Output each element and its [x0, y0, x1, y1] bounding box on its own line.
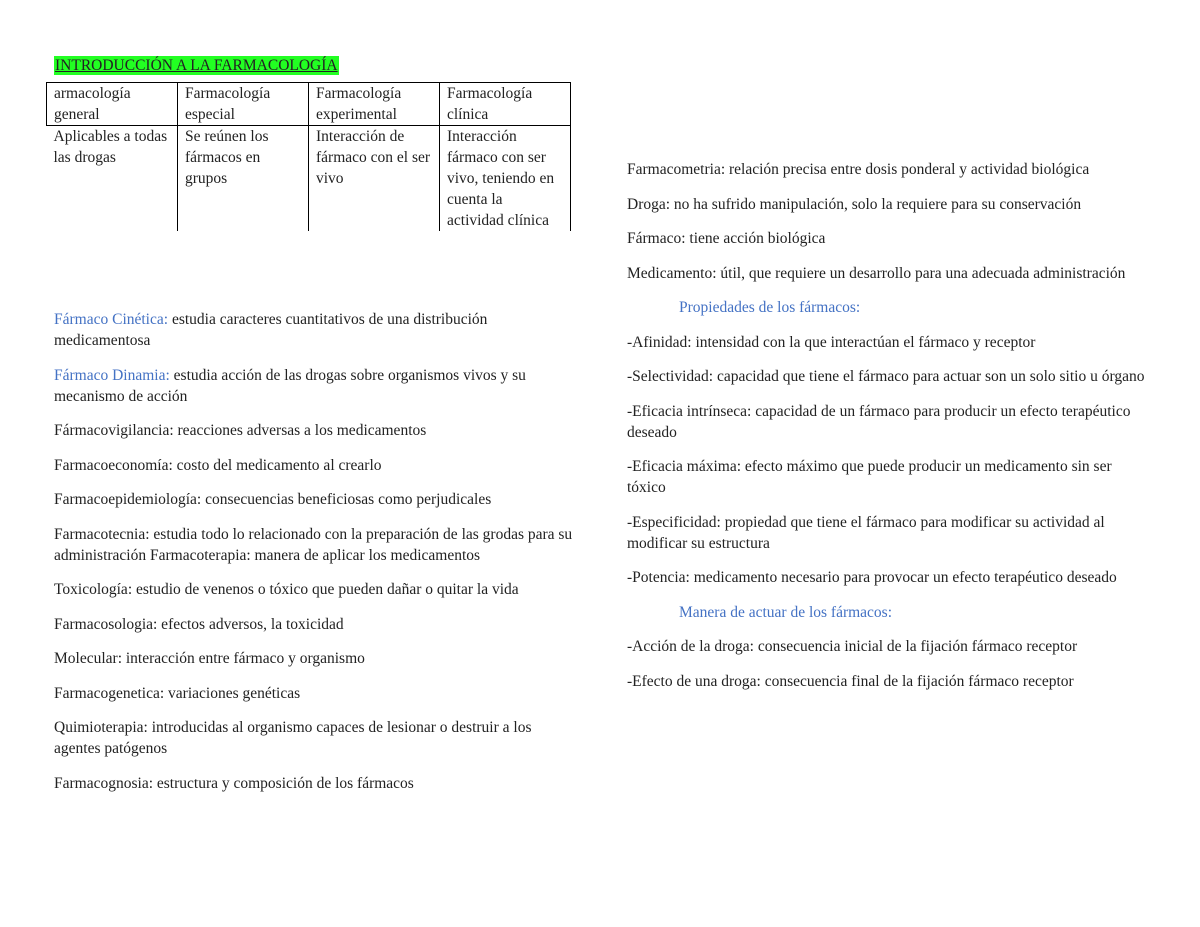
section-heading-actions: Manera de actuar de los fármacos: — [679, 603, 893, 621]
table-header-cell: Farmacología especial — [178, 83, 309, 126]
definition-paragraph: Molecular: interacción entre fármaco y organismo — [54, 650, 365, 667]
left-column-definitions — [54, 309, 574, 807]
definition-paragraph: Farmacosologia: efectos adversos, la toxicidad — [54, 615, 344, 633]
definition-paragraph: Fármacovigilancia: reacciones adversas a los medicamentos — [54, 422, 427, 439]
property-item: -Potencia: medicamento necesario para provocar un efecto terapéutico deseado — [627, 569, 1117, 586]
definition-text: estudia acción de las drogas sobre organismos vivos y su mecanismo de acción — [54, 366, 526, 405]
definition-paragraph: Fármaco: tiene acción biológica — [627, 230, 826, 247]
definition-text: estudia caracteres cuantitativos de una distribución medicamentosa — [54, 311, 488, 349]
right-column-definitions — [627, 159, 1147, 705]
table-row — [47, 126, 571, 232]
action-item: -Acción de la droga: consecuencia inicial de la fijación fármaco receptor — [627, 638, 1078, 655]
property-item: -Selectividad: capacidad que tiene el fármaco para actuar son un solo sitio u órgano — [627, 368, 1145, 385]
table-header-cell: armacología general — [47, 83, 178, 126]
table-cell: Interacción de fármaco con el ser vivo — [309, 126, 440, 232]
definition-paragraph: Farmacometria: relación precisa entre dosis ponderal y actividad biológica — [627, 161, 1090, 178]
table-cell: Interacción fármaco con ser vivo, teniendo en cuenta la actividad clínica — [440, 126, 571, 232]
property-item: -Eficacia intrínseca: capacidad de un fármaco para producir un efecto terapéutico deseado — [627, 402, 1131, 441]
table-cell: Aplicables a todas las drogas — [47, 126, 178, 232]
definition-paragraph: Farmacotecnia: estudia todo lo relacionado con la preparación de las grodas para su administración Farmacoterapia: manera de aplicar los medicamentos — [54, 525, 573, 564]
table-header-cell: Farmacología clínica — [440, 83, 571, 126]
term-label: Fármaco Dinamia: — [54, 366, 170, 384]
section-heading-properties: Propiedades de los fármacos: — [679, 299, 861, 316]
definition-paragraph: Farmacoepidemiología: consecuencias beneficiosas como perjudicales — [54, 491, 492, 508]
document-title: INTRODUCCIÓN A LA FARMACOLOGÍA — [55, 57, 338, 74]
property-item: -Eficacia máxima: efecto máximo que puede producir un medicamento sin ser tóxico — [627, 458, 1112, 496]
definition-paragraph: Droga: no ha sufrido manipulación, solo la requiere para su conservación — [627, 195, 1082, 213]
table-header-row — [47, 83, 571, 126]
definition-paragraph: Farmacogenetica: variaciones genéticas — [54, 684, 301, 702]
definition-farmacocinetica — [54, 309, 574, 351]
property-item: -Especificidad: propiedad que tiene el fármaco para modificar su actividad al modificar su estructura — [627, 513, 1105, 552]
table-header-cell: Farmacología experimental — [309, 83, 440, 126]
table-cell: Se reúnen los fármacos en grupos — [178, 126, 309, 232]
pharmacology-branches-table — [46, 82, 571, 231]
definition-farmacodinamia — [54, 365, 574, 407]
property-item: -Afinidad: intensidad con la que interactúan el fármaco y receptor — [627, 333, 1036, 351]
definition-paragraph: Medicamento: útil, que requiere un desarrollo para una adecuada administración — [627, 264, 1126, 282]
definition-paragraph: Farmacognosia: estructura y composición de los fármacos — [54, 774, 414, 792]
definition-paragraph: Farmacoeconomía: costo del medicamento al crearlo — [54, 456, 382, 474]
definition-paragraph: Quimioterapia: introducidas al organismo capaces de lesionar o destruir a los agentes patógenos — [54, 719, 532, 757]
action-item: -Efecto de una droga: consecuencia final de la fijación fármaco receptor — [627, 672, 1074, 690]
definition-paragraph: Toxicología: estudio de venenos o tóxico que pueden dañar o quitar la vida — [54, 581, 519, 598]
term-label: Fármaco Cinética: — [54, 311, 169, 328]
